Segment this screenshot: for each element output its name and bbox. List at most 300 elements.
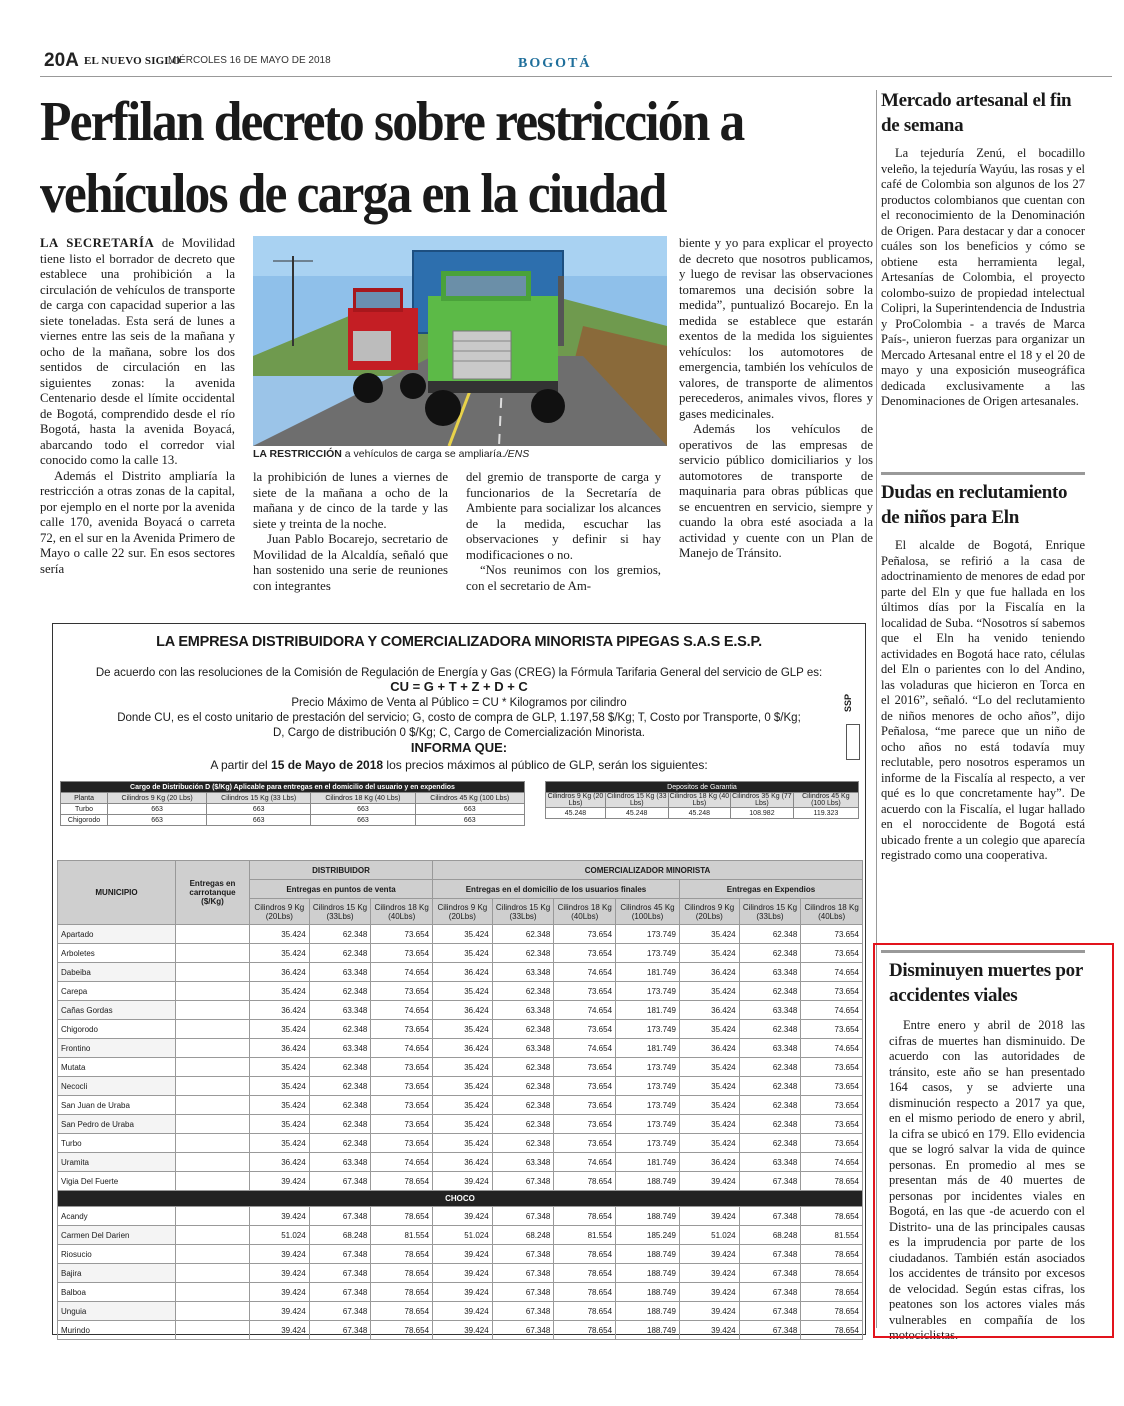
price-cell: 73.654	[554, 1077, 616, 1096]
price-cell: 35.424	[433, 982, 493, 1001]
price-cell: 62.348	[309, 944, 371, 963]
price-cell: 173.749	[616, 1058, 680, 1077]
price-cell: 81.554	[554, 1226, 616, 1245]
price-cell: 35.424	[250, 925, 310, 944]
price-cell: 62.348	[492, 1096, 554, 1115]
price-cell: 188.749	[616, 1283, 680, 1302]
table-row	[58, 982, 863, 1001]
price-cell: 35.424	[433, 1134, 493, 1153]
price-cell: 62.348	[309, 982, 371, 1001]
price-cell: 73.654	[371, 982, 433, 1001]
price-cell: 35.424	[433, 1115, 493, 1134]
price-cell	[176, 963, 250, 982]
price-cell: 74.654	[801, 1001, 863, 1020]
price-cell: 78.654	[801, 1207, 863, 1226]
sidebar-headline: Dudas en reclutamiento de niños para Eln	[881, 482, 1068, 528]
price-cell: 67.348	[492, 1283, 554, 1302]
price-cell	[176, 1001, 250, 1020]
table-row	[58, 1096, 863, 1115]
price-cell: 35.424	[679, 1077, 739, 1096]
column-header: Entregas en carrotanque ($/Kg)	[176, 861, 250, 925]
price-cell: 74.654	[371, 1001, 433, 1020]
price-cell: 67.348	[492, 1321, 554, 1340]
column-header: Entregas en el domicilio de los usuarios finales	[433, 880, 680, 899]
price-cell: 36.424	[679, 1001, 739, 1020]
municipio-cell: Arboletes	[58, 944, 176, 963]
price-cell: 78.654	[554, 1172, 616, 1191]
section-label: BOGOTÁ	[518, 56, 592, 71]
paragraph: Entre enero y abril de 2018 las cifras de muertes han disminuido. De acuerdo con las autoridades de tránsito, este año se han presentado 164 casos, y se advierte una disminución respecto a 2017 ya que, en el mismo periodo de enero y abril, la cifra se ubicó en 179. Ello evidencia que se logró salvar la vida de quince personas. En promedio al mes se presentan más de 40 muertes de personas por incidentes viales en Bogotá, en las que -de acuerdo con el Distrito- una de las principales causas es la imprudencia por parte de los ciudadanos. También están asociados los accidentes de tránsito por excesos de velocidad. Según estas cifras, los peatones son los actores viales más vulnerables en compañía de los motociclistas.	[889, 1018, 1085, 1342]
cell: 663	[207, 804, 311, 815]
price-cell: 73.654	[554, 1134, 616, 1153]
price-cell	[176, 1226, 250, 1245]
paragraph: la prohibición de lunes a viernes de siete de la mañana a ocho de la mañana y de cinco de la tarde y las siete y treinta de la noche.	[253, 470, 448, 531]
municipio-cell: Turbo	[58, 1134, 176, 1153]
price-cell: 173.749	[616, 982, 680, 1001]
price-cell: 78.654	[801, 1302, 863, 1321]
price-table	[57, 860, 863, 1340]
table-row	[58, 944, 863, 963]
price-cell: 39.424	[679, 1172, 739, 1191]
price-cell: 73.654	[801, 1077, 863, 1096]
column-header: Cilindros 9 Kg (20Lbs)	[250, 899, 310, 925]
price-cell: 67.348	[739, 1321, 801, 1340]
price-cell: 63.348	[309, 1153, 371, 1172]
price-cell	[176, 1207, 250, 1226]
table-row	[58, 1207, 863, 1226]
paragraph: Además el Distrito ampliaría la restricción a otras zonas de la capital, por ejemplo en el norte por la avenida calle 170, avenida Boyacá o carreta 72, en el sur en la Avenida Primero de Mayo o calle 22 sur. En esos sectores sería	[40, 468, 235, 576]
price-cell: 74.654	[371, 1039, 433, 1058]
price-cell: 39.424	[433, 1207, 493, 1226]
paragraph-text: de Movilidad tiene listo el borrador de decreto que establece una prohibición a la circulación de vehículos de transporte de carga con capacidad superior a las siete toneladas. Esta será de lunes a viernes entre las seis de la mañana y ocho de la mañana, sobre los dos sentidos de circulación en las siguientes zonas: la avenida Centenario desde el límite occidental de Bogotá, comprendido desde el río Bogotá, hasta la avenida Boyacá, abarcando todo el corredor vial conocido como la calle 13.	[40, 236, 236, 467]
price-cell: 67.348	[309, 1172, 371, 1191]
paragraph: del gremio de transporte de carga y funcionarios de la Secretaría de Ambiente para socializar los alcances de la medida, escuchar las observaciones y definir si hay modificaciones o no.	[466, 470, 661, 562]
price-cell	[176, 1058, 250, 1077]
price-cell: 62.348	[739, 1096, 801, 1115]
price-cell: 35.424	[250, 1134, 310, 1153]
price-cell: 78.654	[371, 1264, 433, 1283]
cell: 108.982	[731, 808, 794, 819]
price-cell: 173.749	[616, 1020, 680, 1039]
price-cell: 67.348	[739, 1283, 801, 1302]
trucks-photo	[253, 236, 667, 446]
price-cell: 67.348	[309, 1283, 371, 1302]
sidebar-story-1	[881, 88, 1085, 410]
price-cell: 73.654	[554, 1096, 616, 1115]
price-cell: 63.348	[739, 1153, 801, 1172]
table-row	[58, 1058, 863, 1077]
municipio-cell: Carmen Del Darien	[58, 1226, 176, 1245]
article-column-1	[40, 236, 235, 577]
municipio-cell: San Pedro de Uraba	[58, 1115, 176, 1134]
price-cell: 67.348	[309, 1321, 371, 1340]
price-cell: 73.654	[554, 982, 616, 1001]
price-cell: 39.424	[679, 1264, 739, 1283]
table-row	[58, 1153, 863, 1172]
price-cell: 63.348	[739, 963, 801, 982]
price-cell: 173.749	[616, 1115, 680, 1134]
column-header: Cilindros 18 Kg (40Lbs)	[371, 899, 433, 925]
distribution-charge-table	[60, 781, 525, 826]
deposit-table	[545, 781, 859, 819]
price-cell	[176, 1039, 250, 1058]
price-cell: 36.424	[250, 1001, 310, 1020]
price-cell: 67.348	[309, 1245, 371, 1264]
price-cell: 62.348	[309, 1058, 371, 1077]
price-cell: 78.654	[371, 1283, 433, 1302]
table-row	[58, 1283, 863, 1302]
article-column-2	[253, 470, 448, 594]
price-cell: 78.654	[371, 1172, 433, 1191]
price-cell: 73.654	[801, 944, 863, 963]
price-cell: 39.424	[679, 1321, 739, 1340]
price-cell: 185.249	[616, 1226, 680, 1245]
price-cell: 62.348	[739, 925, 801, 944]
table-title: Cargo de Distribución D ($/Kg) Aplicable para entregas en el domicilio del usuario y en expendios	[61, 782, 525, 793]
price-cell: 78.654	[801, 1245, 863, 1264]
lead-in: LA SECRETARÍA	[40, 236, 155, 250]
price-cell: 68.248	[309, 1226, 371, 1245]
price-cell: 62.348	[739, 944, 801, 963]
price-cell: 39.424	[433, 1283, 493, 1302]
notice-informa: INFORMA QUE:	[410, 740, 508, 755]
municipio-cell: Dabeiba	[58, 963, 176, 982]
column-header: Cilindros 18 Kg (40Lbs)	[801, 899, 863, 925]
paragraph	[40, 236, 235, 469]
price-cell: 39.424	[433, 1302, 493, 1321]
municipio-cell: Necocli	[58, 1077, 176, 1096]
price-cell	[176, 982, 250, 1001]
municipio-cell: Murindo	[58, 1321, 176, 1340]
table-row	[58, 1264, 863, 1283]
price-cell	[176, 1172, 250, 1191]
sidebar-headline: Disminuyen muertes por accidentes viales	[889, 960, 1083, 1006]
page-folio: 20A	[44, 50, 79, 71]
price-cell: 36.424	[250, 963, 310, 982]
sidebar-body	[881, 538, 1085, 864]
price-cell: 73.654	[801, 1020, 863, 1039]
article-column-4	[679, 236, 873, 562]
column-header: Cilindros 15 Kg (33Lbs)	[492, 899, 554, 925]
table-row	[58, 1001, 863, 1020]
municipio-cell: Mutata	[58, 1058, 176, 1077]
price-cell: 74.654	[371, 963, 433, 982]
price-cell: 36.424	[433, 1001, 493, 1020]
column-header: Cilindros 15 Kg (33Lbs)	[739, 899, 801, 925]
column-header: Cilindros 9 Kg (20Lbs)	[433, 899, 493, 925]
price-cell: 51.024	[433, 1226, 493, 1245]
price-cell: 35.424	[679, 1058, 739, 1077]
price-cell: 63.348	[492, 1039, 554, 1058]
notice-text: los precios máximos al público de GLP, serán los siguientes:	[383, 758, 708, 772]
cell: Chigorodo	[61, 815, 108, 826]
price-cell: 62.348	[739, 1058, 801, 1077]
dateline: MIÉRCOLES 16 DE MAYO DE 2018	[168, 55, 331, 66]
price-cell: 39.424	[679, 1283, 739, 1302]
price-cell: 62.348	[739, 1077, 801, 1096]
price-cell: 78.654	[371, 1302, 433, 1321]
cell: 663	[108, 804, 207, 815]
price-cell: 63.348	[492, 1153, 554, 1172]
notice-line: De acuerdo con las resoluciones de la Comisión de Regulación de Energía y Gas (CREG) la Fórmula Tarifaria General del servicio de GLP es:	[95, 667, 823, 679]
price-cell: 78.654	[371, 1321, 433, 1340]
price-cell: 62.348	[492, 1134, 554, 1153]
price-cell: 173.749	[616, 925, 680, 944]
price-cell: 78.654	[554, 1283, 616, 1302]
price-cell: 35.424	[250, 1077, 310, 1096]
price-cell: 62.348	[309, 925, 371, 944]
price-cell: 188.749	[616, 1264, 680, 1283]
table-row	[58, 1115, 863, 1134]
column-header: DISTRIBUIDOR	[250, 861, 433, 880]
column-header: Cilindros 45 Kg (100 Lbs)	[793, 793, 858, 808]
price-cell: 62.348	[309, 1134, 371, 1153]
price-cell: 78.654	[554, 1264, 616, 1283]
cell: 663	[207, 815, 311, 826]
price-cell: 36.424	[679, 963, 739, 982]
column-header: Cilindros 18 Kg (40 Lbs)	[311, 793, 415, 804]
column-header: Cilindros 15 Kg (33Lbs)	[309, 899, 371, 925]
price-cell: 73.654	[371, 1077, 433, 1096]
price-cell: 74.654	[554, 1039, 616, 1058]
highlight-box	[873, 943, 1114, 1338]
price-cell: 67.348	[739, 1207, 801, 1226]
price-cell: 74.654	[554, 963, 616, 982]
table-row	[58, 1321, 863, 1340]
price-cell: 188.749	[616, 1321, 680, 1340]
paragraph: La tejeduría Zenú, el bocadillo veleño, la tejeduría Wayúu, las rosas y el café de Colombia son algunos de los 27 productos colombianos que cuentan con el reconocimiento de la Denominación de Origen. Para destacar y dar a conocer cuáles son los beneficios y cómo se obtiene esta herramienta legal, Artesanías de Colombia, el proyecto colombo-suizo de propiedad intelectual Colipri, la Superintendencia de Industria y ProColombia - a través de Marca País-, unieron fuerzas para organizar un Mercado Artesanal entre el 18 y el 20 de mayo y una exposición museográfica dedicada exclusivamente a las Denominaciones de Origen artesanales.	[881, 146, 1085, 408]
cell: 45.248	[668, 808, 731, 819]
price-cell	[176, 925, 250, 944]
price-cell: 35.424	[679, 982, 739, 1001]
table-row	[58, 1226, 863, 1245]
price-cell: 35.424	[433, 1058, 493, 1077]
price-cell: 73.654	[801, 1058, 863, 1077]
price-cell: 62.348	[492, 1058, 554, 1077]
price-cell	[176, 1245, 250, 1264]
price-cell	[176, 1096, 250, 1115]
price-cell: 81.554	[371, 1226, 433, 1245]
price-cell: 35.424	[679, 925, 739, 944]
price-cell: 62.348	[309, 1096, 371, 1115]
gas-price-notice	[52, 623, 866, 1335]
price-cell: 39.424	[433, 1264, 493, 1283]
price-cell: 35.424	[433, 1077, 493, 1096]
municipio-cell: San Juan de Uraba	[58, 1096, 176, 1115]
price-cell: 78.654	[554, 1302, 616, 1321]
price-cell: 36.424	[250, 1039, 310, 1058]
price-cell: 181.749	[616, 1001, 680, 1020]
price-cell: 63.348	[309, 963, 371, 982]
price-cell: 39.424	[679, 1245, 739, 1264]
price-cell: 181.749	[616, 963, 680, 982]
column-header: Cilindros 18 Kg (40 Lbs)	[669, 793, 730, 807]
price-cell: 62.348	[492, 1077, 554, 1096]
price-cell: 78.654	[801, 1321, 863, 1340]
price-cell: 73.654	[801, 1115, 863, 1134]
paragraph: Además los vehículos de operativos de las empresas de servicio público domiciliarios y los automotores de transporte de maquinaria para obras públicas que se encuentren en servicio, siempre y cuando la obra esté asociada a la actividad y cuente con un Plan de Manejo de Tránsito.	[679, 422, 873, 560]
price-cell: 67.348	[492, 1264, 554, 1283]
price-cell: 67.348	[492, 1245, 554, 1264]
price-cell: 62.348	[739, 1115, 801, 1134]
price-cell	[176, 1283, 250, 1302]
price-cell: 73.654	[554, 1058, 616, 1077]
price-cell: 36.424	[433, 963, 493, 982]
column-header: COMERCIALIZADOR MINORISTA	[433, 861, 863, 880]
price-cell: 62.348	[309, 1115, 371, 1134]
price-cell: 36.424	[679, 1153, 739, 1172]
municipio-cell: Uramita	[58, 1153, 176, 1172]
region-label: CHOCO	[58, 1191, 863, 1207]
price-cell: 35.424	[433, 925, 493, 944]
table-row	[61, 804, 525, 815]
price-cell	[176, 1115, 250, 1134]
price-cell: 173.749	[616, 944, 680, 963]
price-cell	[176, 1264, 250, 1283]
price-cell: 36.424	[250, 1153, 310, 1172]
price-cell: 39.424	[250, 1207, 310, 1226]
price-cell: 74.654	[801, 1039, 863, 1058]
header-rule	[40, 76, 1112, 77]
price-cell: 67.348	[492, 1207, 554, 1226]
price-cell: 39.424	[250, 1264, 310, 1283]
price-cell: 62.348	[492, 944, 554, 963]
price-cell: 73.654	[371, 1134, 433, 1153]
price-cell	[176, 1077, 250, 1096]
price-cell: 39.424	[250, 1283, 310, 1302]
cell: 663	[311, 815, 415, 826]
column-header: MUNICIPIO	[58, 861, 176, 925]
price-cell: 62.348	[492, 925, 554, 944]
table-row	[61, 815, 525, 826]
notice-line	[53, 758, 865, 772]
sidebar-headline: Mercado artesanal el fin de semana	[881, 90, 1072, 136]
price-cell: 73.654	[554, 1020, 616, 1039]
region-row	[58, 1191, 863, 1207]
price-cell: 39.424	[679, 1302, 739, 1321]
price-cell: 62.348	[739, 1134, 801, 1153]
price-cell: 188.749	[616, 1207, 680, 1226]
table-row	[58, 1020, 863, 1039]
price-cell: 73.654	[371, 925, 433, 944]
price-cell: 73.654	[371, 1020, 433, 1039]
column-header: Cilindros 45 Kg (100 Lbs)	[415, 793, 524, 804]
price-cell: 63.348	[492, 963, 554, 982]
caption-lead: LA RESTRICCIÓN	[253, 448, 342, 460]
photo-credit: /ENS	[504, 448, 530, 460]
price-cell: 73.654	[371, 944, 433, 963]
price-cell: 39.424	[433, 1245, 493, 1264]
price-cell: 35.424	[679, 1115, 739, 1134]
price-cell: 39.424	[250, 1172, 310, 1191]
price-cell: 188.749	[616, 1302, 680, 1321]
column-header: Cilindros 15 Kg (33 Lbs)	[606, 793, 667, 807]
price-cell: 67.348	[309, 1264, 371, 1283]
paragraph: “Nos reunimos con los gremios, con el secretario de Am-	[466, 563, 661, 593]
cell: 45.248	[605, 808, 668, 819]
notice-line: Donde CU, es el costo unitario de prestación del servicio; G, costo de compra de GLP, 1.197,58 $/Kg; T, Costo por Transporte, 0 $/Kg;	[117, 712, 801, 724]
notice-text: A partir del	[210, 758, 272, 772]
price-cell: 62.348	[492, 1020, 554, 1039]
price-cell: 74.654	[371, 1153, 433, 1172]
municipio-cell: Balboa	[58, 1283, 176, 1302]
cell: 663	[415, 815, 524, 826]
price-cell: 78.654	[554, 1321, 616, 1340]
price-cell: 35.424	[679, 1020, 739, 1039]
price-cell: 62.348	[309, 1020, 371, 1039]
notice-title: LA EMPRESA DISTRIBUIDORA Y COMERCIALIZADORA MINORISTA PIPEGAS S.A.S E.S.P.	[156, 634, 762, 650]
trucks-illustration	[253, 236, 667, 446]
photo-caption	[253, 448, 667, 460]
price-cell: 39.424	[433, 1321, 493, 1340]
price-cell: 67.348	[492, 1172, 554, 1191]
price-cell: 51.024	[250, 1226, 310, 1245]
price-cell: 62.348	[739, 1020, 801, 1039]
price-cell: 73.654	[801, 982, 863, 1001]
municipio-cell: Apartado	[58, 925, 176, 944]
price-cell	[176, 944, 250, 963]
paragraph: El alcalde de Bogotá, Enrique Peñalosa, se refirió a la casa de adoctrinamiento de menores de edad por parte del Eln y que fue hallada en los últimos días por la Fiscalía en la localidad de Suba. “Nosotros sí sabemos que el Eln ha venido teniendo actividades en Bogotá hace rato, células del Eln o parientes con lo del Andino, las voladuras que hicieron en Torca en el 2016”, señaló. “Lo del reclutamiento de niños menores de ocho años”, dijo Peñalosa, “me parece que un niño de ocho años no está todavía muy reclutable, pero nosotros esperamos un informe de la Fiscalía al respecto, a ver qué es lo que concretamente hay”. De acuerdo con la Fiscalía, el lugar hallado en el noroccidente de Bogotá está ubicado frente a un colegio que aparecía registrado como una cooperativa.	[881, 538, 1085, 862]
cell: 663	[311, 804, 415, 815]
price-cell: 73.654	[801, 1096, 863, 1115]
price-cell: 39.424	[679, 1207, 739, 1226]
price-cell: 188.749	[616, 1245, 680, 1264]
price-cell: 173.749	[616, 1096, 680, 1115]
price-cell: 74.654	[801, 1153, 863, 1172]
column-header: Entregas en puntos de venta	[250, 880, 433, 899]
column-header: Planta	[61, 793, 108, 804]
cell: Turbo	[61, 804, 108, 815]
price-cell: 35.424	[250, 1115, 310, 1134]
cell: 119.323	[793, 808, 858, 819]
price-cell: 74.654	[554, 1153, 616, 1172]
price-cell: 67.348	[739, 1264, 801, 1283]
price-cell: 73.654	[801, 925, 863, 944]
paragraph: Juan Pablo Bocarejo, secretario de Movilidad de la Alcaldía, señaló que han sostenido una serie de reuniones con integrantes	[253, 532, 448, 593]
price-cell: 67.348	[309, 1207, 371, 1226]
price-cell: 36.424	[433, 1153, 493, 1172]
notice-line: Precio Máximo de Venta al Público = CU * Kilogramos por cilindro	[291, 697, 627, 709]
price-cell: 62.348	[492, 982, 554, 1001]
price-cell: 62.348	[492, 1115, 554, 1134]
municipio-cell: Cañas Gordas	[58, 1001, 176, 1020]
price-cell: 39.424	[250, 1245, 310, 1264]
price-cell: 188.749	[616, 1172, 680, 1191]
price-cell: 51.024	[679, 1226, 739, 1245]
price-cell: 39.424	[250, 1302, 310, 1321]
price-cell	[176, 1321, 250, 1340]
price-cell: 63.348	[309, 1001, 371, 1020]
caption-text: a vehículos de carga se ampliaría.	[341, 448, 505, 460]
sidebar-story-2	[881, 480, 1085, 864]
table-row	[58, 1039, 863, 1058]
paragraph: biente y yo para explicar el proyecto de decreto que nosotros publicamos, y luego de revisar las observaciones tomaremos una decisión sobre la medida”, puntualizó Bocarejo. En la medida se establece que estarán exentos de la medida los siguientes vehículos: los automotores de emergencia, también los vehículos de valores, de transporte de alimentos perecederos, animales vivos, flores y gases medicinales.	[679, 236, 873, 421]
municipio-cell: Riosucio	[58, 1245, 176, 1264]
table-title: Depositos de Garantia	[546, 782, 859, 793]
price-cell: 73.654	[554, 944, 616, 963]
column-header: Cilindros 45 Kg (100Lbs)	[616, 899, 680, 925]
sidebar-body	[881, 146, 1085, 410]
price-cell: 73.654	[801, 1134, 863, 1153]
price-cell: 39.424	[433, 1172, 493, 1191]
price-cell: 35.424	[250, 1020, 310, 1039]
table-row	[58, 1134, 863, 1153]
price-cell: 63.348	[492, 1001, 554, 1020]
price-cell: 73.654	[371, 1096, 433, 1115]
price-cell: 74.654	[801, 963, 863, 982]
price-cell: 78.654	[801, 1264, 863, 1283]
column-header: Cilindros 15 Kg (33 Lbs)	[207, 793, 311, 804]
